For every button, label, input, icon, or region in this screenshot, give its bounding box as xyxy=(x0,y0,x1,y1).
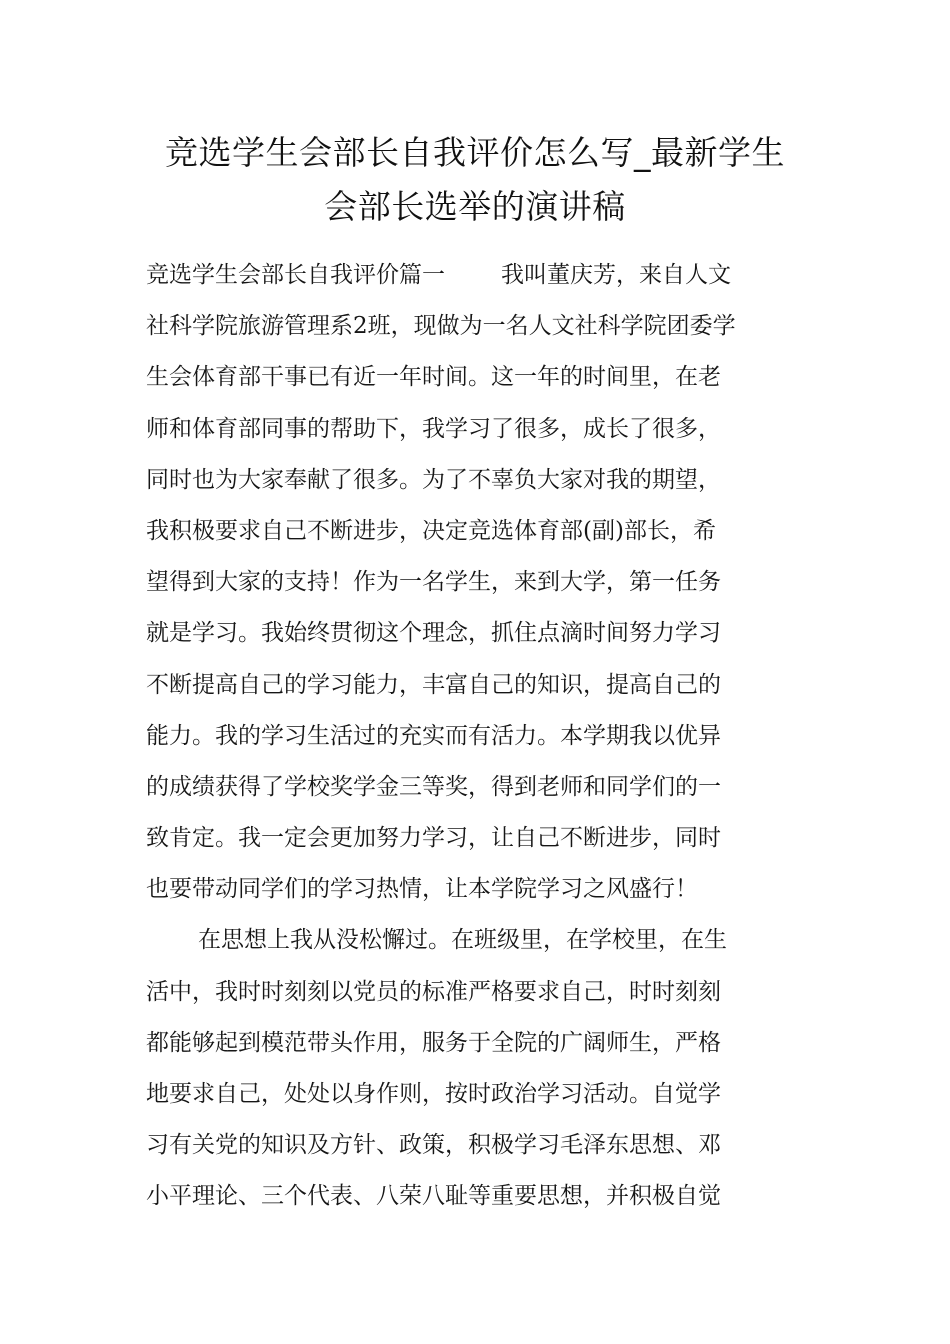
document-body xyxy=(146,250,808,1223)
body-line: 望得到大家的支持！作为一名学生，来到大学，第一任务 xyxy=(146,569,721,596)
title-line-2: 会部长选举的演讲稿 xyxy=(324,187,626,226)
body-line: 都能够起到模范带头作用，服务于全院的广阔师生，严格 xyxy=(146,1029,721,1056)
body-line: 社科学院旅游管理系2班，现做为一名人文社科学院团委学 xyxy=(146,313,736,340)
section-heading: 竞选学生会部长自我评价篇一 xyxy=(146,262,445,288)
body-line: 小平理论、三个代表、八荣八耻等重要思想，并积极自觉 xyxy=(146,1183,721,1210)
body-line: 师和体育部同事的帮助下，我学习了很多，成长了很多， xyxy=(146,415,721,442)
body-line: 就是学习。我始终贯彻这个理念，抓住点滴时间努力学习 xyxy=(146,620,721,647)
body-line xyxy=(146,250,808,301)
body-line-text: 我叫董庆芳，来自人文 xyxy=(501,262,731,288)
body-line: 我积极要求自己不断进步，决定竞选体育部(副)部长，希 xyxy=(146,517,716,544)
body-line: 的成绩获得了学校奖学金三等奖，得到老师和同学们的一 xyxy=(146,773,721,800)
body-line: 也要带动同学们的学习热情，让本学院学习之风盛行！ xyxy=(146,876,698,903)
paragraph-start-line: 在思想上我从没松懈过。在班级里，在学校里，在生 xyxy=(198,927,727,954)
body-line: 生会体育部干事已有近一年时间。这一年的时间里，在老 xyxy=(146,364,721,391)
body-line: 致肯定。我一定会更加努力学习，让自己不断进步，同时 xyxy=(146,825,721,852)
body-line: 同时也为大家奉献了很多。为了不辜负大家对我的期望， xyxy=(146,466,721,493)
body-line: 地要求自己，处处以身作则，按时政治学习活动。自觉学 xyxy=(146,1081,721,1107)
body-line: 习有关党的知识及方针、政策，积极学习毛泽东思想、邓 xyxy=(146,1132,721,1159)
document-title xyxy=(120,126,830,234)
body-line: 能力。我的学习生活过的充实而有活力。本学期我以优异 xyxy=(146,722,721,749)
title-line-1: 竞选学生会部长自我评价怎么写_最新学生 xyxy=(165,133,785,172)
body-line: 不断提高自己的学习能力，丰富自己的知识，提高自己的 xyxy=(146,671,721,698)
body-line: 活中，我时时刻刻以党员的标准严格要求自己，时时刻刻 xyxy=(146,978,721,1005)
